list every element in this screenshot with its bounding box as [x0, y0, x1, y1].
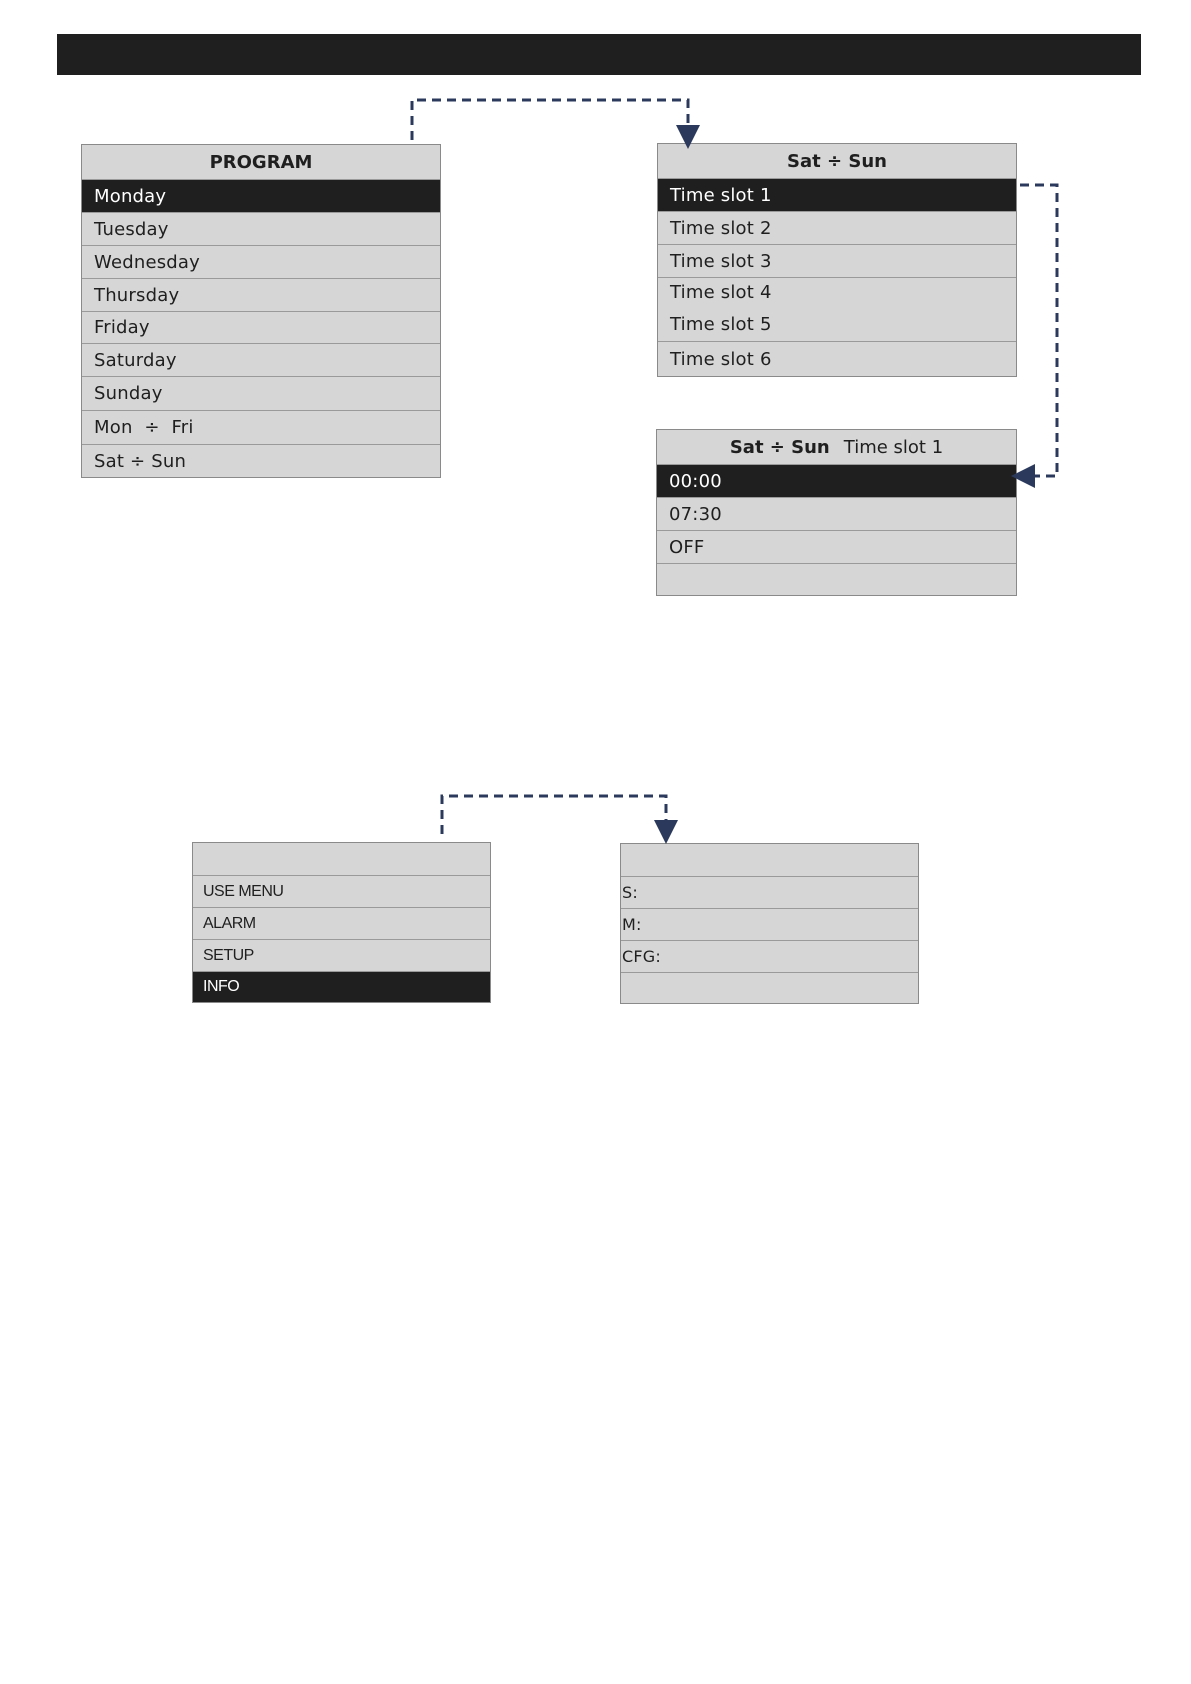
info-title	[621, 844, 918, 876]
timeslot-item-5[interactable]: Time slot 5	[670, 313, 772, 335]
timeslot-title: Sat ÷ Sun	[787, 150, 887, 172]
connector-timeslot-to-detail	[1020, 185, 1057, 476]
timeslot-detail-title: Sat ÷ Sun Time slot 1	[729, 436, 944, 458]
program-item-monday[interactable]: Monday	[82, 179, 440, 212]
info-machine: M:	[621, 908, 918, 940]
program-item-tuesday[interactable]: Tuesday	[82, 212, 440, 245]
info-software-version: S:	[621, 876, 918, 908]
menu-item-alarm[interactable]: ALARM	[193, 907, 490, 939]
timeslot-item-2[interactable]: Time slot 2	[658, 211, 1016, 244]
connector-menu-to-info	[442, 796, 666, 834]
program-item-sat-sun[interactable]: Sat ÷ Sun	[82, 444, 440, 477]
program-item-mon-fri[interactable]: Mon ÷ Fri	[82, 410, 440, 444]
slot-empty-row	[657, 563, 1016, 595]
timeslot-menu	[657, 143, 1017, 377]
timeslot-item-4[interactable]: Time slot 4	[658, 277, 1016, 307]
slot-end-time[interactable]: 07:30	[657, 497, 1016, 530]
main-menu-title	[193, 843, 490, 875]
program-item-sunday[interactable]: Sunday	[82, 376, 440, 410]
slot-start-time[interactable]: 00:00	[657, 464, 1016, 497]
slot-mode[interactable]: OFF	[657, 530, 1016, 563]
program-item-thursday[interactable]: Thursday	[82, 278, 440, 311]
timeslot-item-6[interactable]: Time slot 6	[658, 341, 1016, 376]
main-menu	[192, 842, 491, 1003]
timeslot-item-1[interactable]: Time slot 1	[658, 178, 1016, 211]
program-item-wednesday[interactable]: Wednesday	[82, 245, 440, 278]
timeslot-detail	[656, 429, 1017, 596]
info-panel	[620, 843, 919, 1004]
program-item-friday[interactable]: Friday	[82, 311, 440, 343]
program-menu	[81, 144, 441, 478]
menu-item-info[interactable]: INFO	[193, 971, 490, 1002]
info-empty-row	[621, 972, 918, 1003]
menu-item-setup[interactable]: SETUP	[193, 939, 490, 971]
top-header-bar	[57, 34, 1141, 75]
program-title: PROGRAM	[209, 151, 313, 173]
menu-item-use-menu[interactable]: USE MENU	[193, 875, 490, 907]
info-config: CFG:	[621, 940, 918, 972]
timeslot-item-3[interactable]: Time slot 3	[658, 244, 1016, 277]
program-item-saturday[interactable]: Saturday	[82, 343, 440, 376]
connector-program-to-timeslots	[412, 100, 688, 140]
